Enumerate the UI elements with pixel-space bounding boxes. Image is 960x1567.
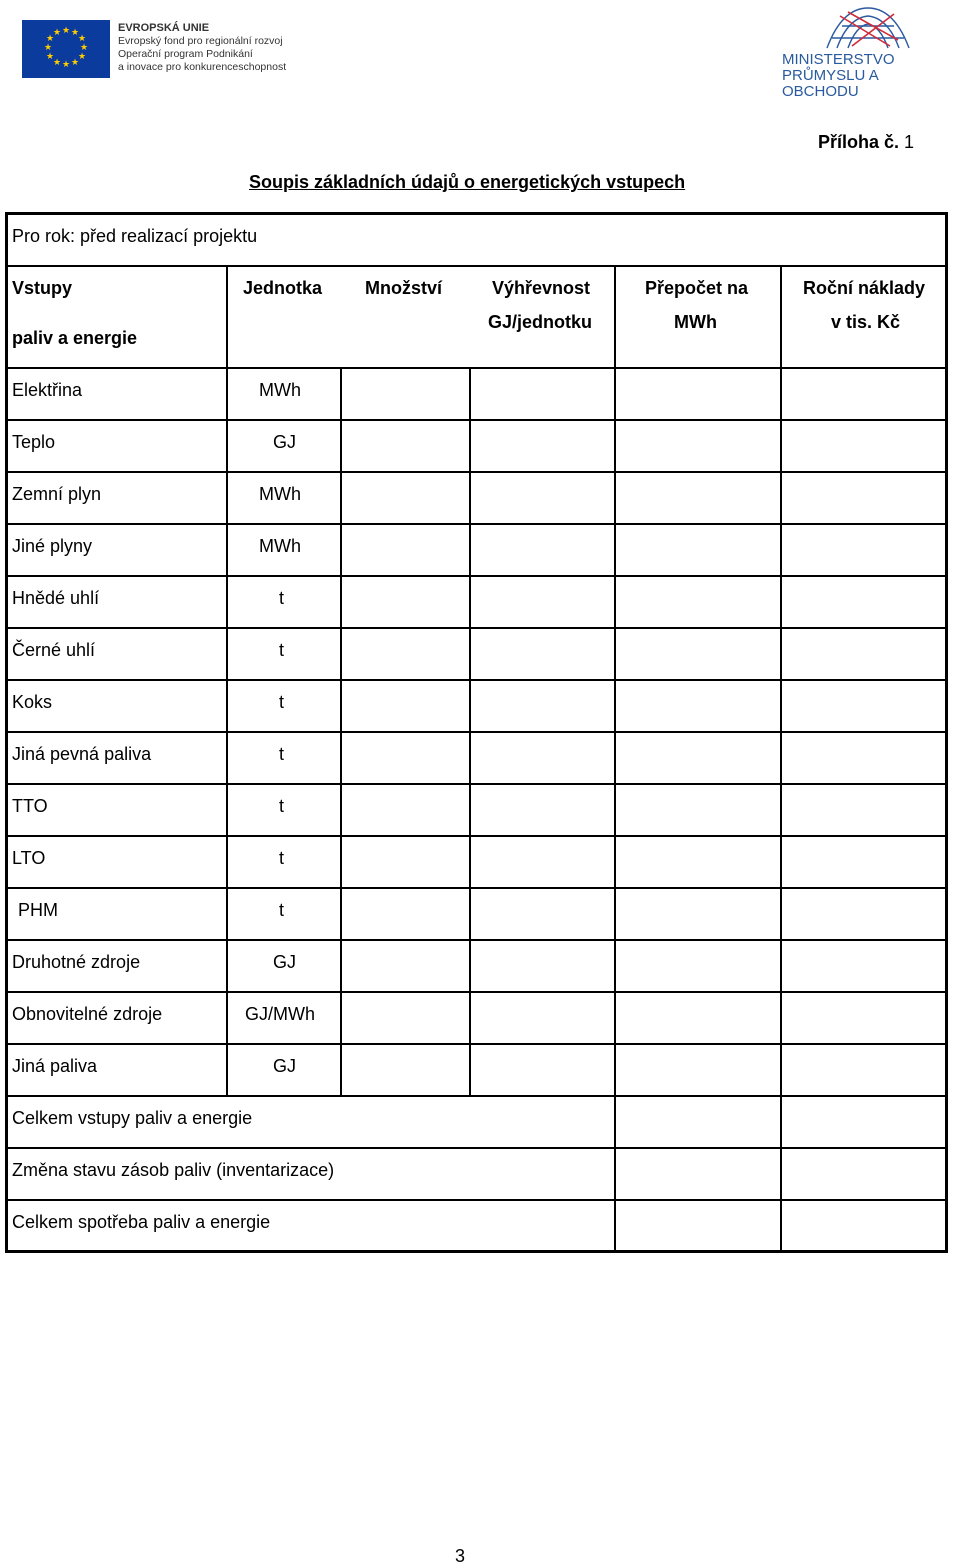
row-unit: MWh xyxy=(259,536,301,556)
eu-logo-line1: Evropský fond pro regionální rozvoj xyxy=(118,35,283,47)
mpo-logo-line1: MINISTERSTVO xyxy=(782,51,895,68)
row-name: PHM xyxy=(18,900,58,920)
row-name: TTO xyxy=(12,796,48,816)
col-divider xyxy=(226,266,228,1097)
svg-text:★: ★ xyxy=(61,26,71,36)
annex-number: 1 xyxy=(904,132,915,152)
row-divider xyxy=(5,1043,948,1045)
globe-icon xyxy=(782,6,954,52)
svg-text:★: ★ xyxy=(77,52,87,62)
eu-logo xyxy=(22,20,302,80)
header-annual-cost-line2: v tis. Kč xyxy=(831,312,901,332)
stock-change-label: Změna stavu zásob paliv (inventarizace) xyxy=(12,1160,335,1180)
row-divider xyxy=(5,419,948,421)
row-divider xyxy=(5,1147,948,1149)
row-name: LTO xyxy=(12,848,46,868)
row-name: Jiné plyny xyxy=(12,536,93,556)
svg-text:★: ★ xyxy=(77,34,87,44)
row-divider xyxy=(5,627,948,629)
row-name: Teplo xyxy=(12,432,56,452)
row-unit: t xyxy=(279,692,285,712)
row-unit: t xyxy=(279,796,285,816)
svg-text:★: ★ xyxy=(70,58,80,68)
header-inputs-line1: Vstupy xyxy=(12,278,73,298)
mpo-logo-line2: PRŮMYSLU A OBCHODU xyxy=(782,67,878,100)
mpo-logo xyxy=(782,6,954,100)
row-divider xyxy=(5,835,948,837)
svg-text:★: ★ xyxy=(70,28,80,38)
eu-logo-line2: Operační program Podnikání xyxy=(118,48,253,60)
col-divider xyxy=(614,266,616,1253)
header-conversion-line2: MWh xyxy=(674,312,717,332)
header-unit: Jednotka xyxy=(243,278,323,298)
row-unit: MWh xyxy=(259,484,301,504)
svg-text:★: ★ xyxy=(61,60,71,70)
row-unit: t xyxy=(279,744,285,764)
row-name: Obnovitelné zdroje xyxy=(12,1004,163,1024)
header-calorific-line2: GJ/jednotku xyxy=(488,312,593,332)
svg-text:★: ★ xyxy=(52,28,62,38)
row-unit: t xyxy=(279,848,285,868)
row-divider xyxy=(5,367,948,369)
eu-logo-title: EVROPSKÁ UNIE xyxy=(118,22,210,34)
row-divider xyxy=(5,1095,948,1097)
year-label: Pro rok: před realizací projektu xyxy=(12,226,258,246)
header-annual-cost-line1: Roční náklady xyxy=(803,278,926,298)
svg-text:★: ★ xyxy=(43,43,53,53)
row-divider xyxy=(5,575,948,577)
eu-flag-icon xyxy=(22,20,110,78)
row-name: Černé uhlí xyxy=(12,640,96,660)
total-consumption-label: Celkem spotřeba paliv a energie xyxy=(12,1212,271,1232)
row-name: Zemní plyn xyxy=(12,484,102,504)
row-name: Druhotné zdroje xyxy=(12,952,141,972)
col-divider xyxy=(340,367,342,1097)
document-title: Soupis základních údajů o energetických vstupech xyxy=(249,172,686,192)
annex-label xyxy=(818,132,914,153)
row-name: Jiná paliva xyxy=(12,1056,98,1076)
row-divider xyxy=(5,991,948,993)
row-divider xyxy=(5,679,948,681)
row-name: Jiná pevná paliva xyxy=(12,744,152,764)
total-inputs-label: Celkem vstupy paliv a energie xyxy=(12,1108,253,1128)
row-unit: MWh xyxy=(259,380,301,400)
row-unit: GJ/MWh xyxy=(245,1004,315,1024)
svg-text:★: ★ xyxy=(45,34,55,44)
header-inputs-line2: paliv a energie xyxy=(12,328,138,348)
row-unit: GJ xyxy=(273,952,297,972)
row-name: Koks xyxy=(12,692,53,712)
row-divider xyxy=(5,1199,948,1201)
row-divider xyxy=(5,523,948,525)
svg-text:★: ★ xyxy=(79,43,89,53)
row-unit: t xyxy=(279,640,285,660)
row-unit: GJ xyxy=(273,1056,297,1076)
col-divider xyxy=(780,266,782,1253)
header-conversion-line1: Přepočet na xyxy=(645,278,749,298)
header-quantity: Množství xyxy=(365,278,443,298)
row-divider xyxy=(5,783,948,785)
row-divider xyxy=(5,887,948,889)
row-name: Hnědé uhlí xyxy=(12,588,100,608)
header-calorific-line1: Výhřevnost xyxy=(492,278,591,298)
eu-logo-line3: a inovace pro konkurenceschopnost xyxy=(118,61,287,73)
col-divider xyxy=(469,367,471,1097)
page-number: 3 xyxy=(455,1546,466,1566)
annex-label-text: Příloha č. xyxy=(818,132,900,152)
row-unit: GJ xyxy=(273,432,297,452)
svg-text:★: ★ xyxy=(52,58,62,68)
row-divider xyxy=(5,265,948,267)
row-unit: t xyxy=(279,900,285,920)
row-divider xyxy=(5,471,948,473)
svg-text:★: ★ xyxy=(45,52,55,62)
row-divider xyxy=(5,939,948,941)
row-divider xyxy=(5,731,948,733)
row-name: Elektřina xyxy=(12,380,83,400)
row-unit: t xyxy=(279,588,285,608)
